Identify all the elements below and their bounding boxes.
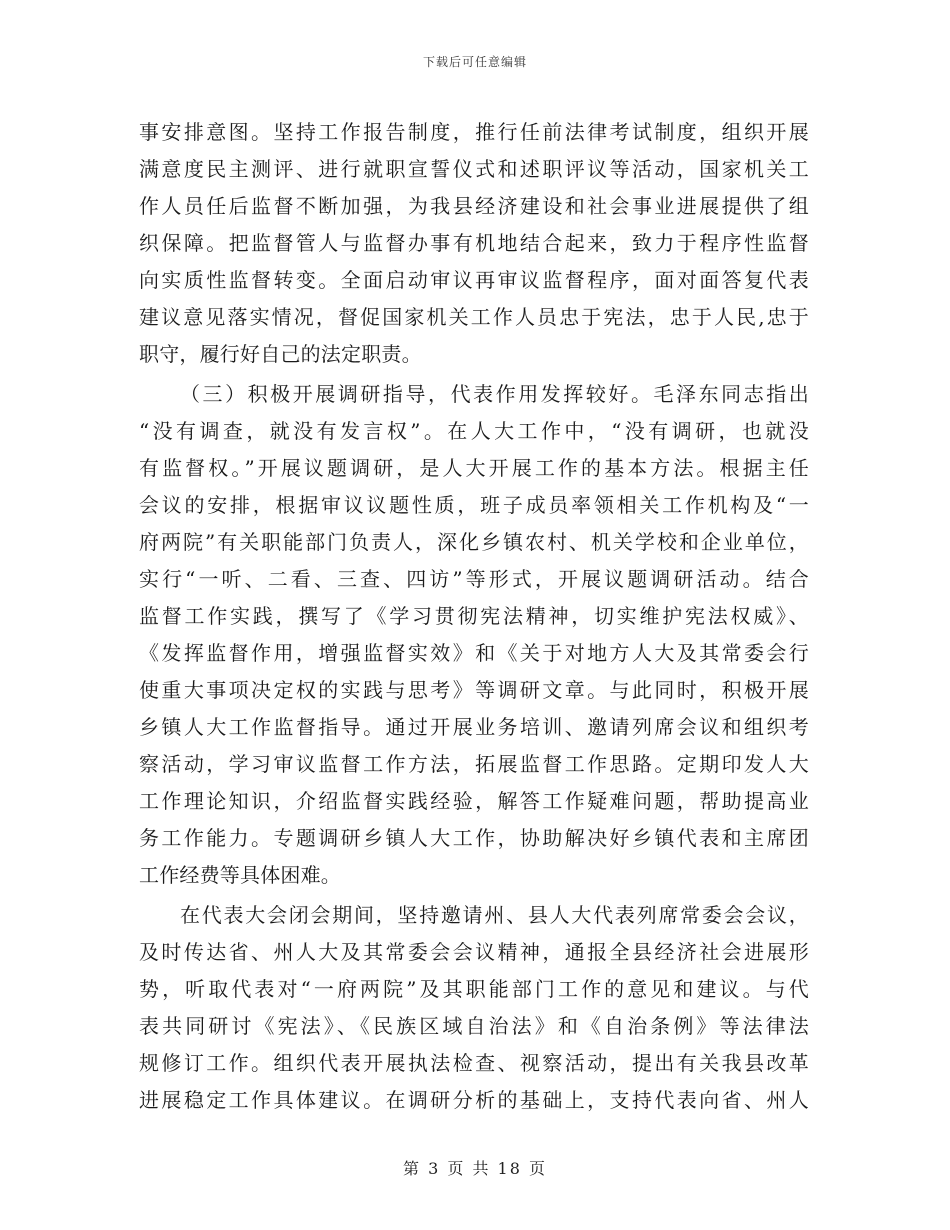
text-line: 及时传达省、州人大及其常委会会议精神，通报全县经济社会进展形 [139,940,809,964]
text-line: 规修订工作。组织代表开展执法检查、视察活动，提出有关我县改革 [139,1051,809,1075]
text-line: 作人员任后监督不断加强，为我县经济建设和社会事业进展提供了组 [139,194,809,218]
text-line: 有监督权。”开展议题调研，是人大开展工作的基本方法。根据主任 [139,456,809,480]
text-line: 在代表大会闭会期间，坚持邀请州、县人大代表列席常委会会议， [180,903,809,927]
text-line: 会议的安排，根据审议议题性质，班子成员率领相关工作机构及“一 [139,493,809,517]
page-header: 下载后可任意编辑 [422,55,527,69]
text-line: 织保障。把监督管人与监督办事有机地结合起来，致力于程序性监督 [139,231,809,255]
text-line: 府两院”有关职能部门负责人，深化乡镇农村、机关学校和企业单位， [139,530,809,554]
paragraph-3 [139,897,809,1119]
text-line: 实行“一听、二看、三查、四访”等形式，开展议题调研活动。结合 [139,567,809,591]
paragraph-1 [139,114,809,373]
text-line: 《发挥监督作用，增强监督实效》和《关于对地方人大及其常委会行 [139,641,809,665]
text-line: 满意度民主测评、进行就职宣誓仪式和述职评议等活动，国家机关工 [139,157,809,181]
text-line: （三）积极开展调研指导，代表作用发挥较好。毛泽东同志指出 [180,382,809,406]
text-line: 势，听取代表对“一府两院”及其职能部门工作的意见和建议。与代 [139,977,809,1001]
document-body [139,114,809,1119]
text-line: 察活动，学习审议监督工作方法，拓展监督工作思路。定期印发人大 [139,752,809,776]
text-line: “没有调查，就没有发言权”。在人大工作中，“没有调研，也就没 [139,419,809,443]
text-line: 职守，履行好自己的法定职责。 [139,342,422,366]
text-line: 工作经费等具体困难。 [139,863,341,887]
text-line: 建议意见落实情况，督促国家机关工作人员忠于宪法，忠于人民,忠于 [139,305,809,329]
text-line: 工作理论知识，介绍监督实践经验，解答工作疑难问题，帮助提高业 [139,789,809,813]
text-line: 事安排意图。坚持工作报告制度，推行任前法律考试制度，组织开展 [139,120,809,144]
text-line: 乡镇人大工作监督指导。通过开展业务培训、邀请列席会议和组织考 [139,715,809,739]
page-number: 第 3 页 共 18 页 [403,1159,547,1178]
text-line: 务工作能力。专题调研乡镇人大工作，协助解决好乡镇代表和主席团 [139,826,809,850]
text-line: 表共同研讨《宪法》、《民族区域自治法》和《自治条例》等法律法 [139,1014,809,1038]
text-line: 使重大事项决定权的实践与思考》等调研文章。与此同时，积极开展 [139,678,809,702]
paragraph-2 [139,376,809,894]
text-line: 监督工作实践，撰写了《学习贯彻宪法精神，切实维护宪法权威》、 [139,604,809,628]
text-line: 向实质性监督转变。全面启动审议再审议监督程序，面对面答复代表 [139,268,809,292]
text-line: 进展稳定工作具体建议。在调研分析的基础上，支持代表向省、州人 [139,1088,809,1112]
